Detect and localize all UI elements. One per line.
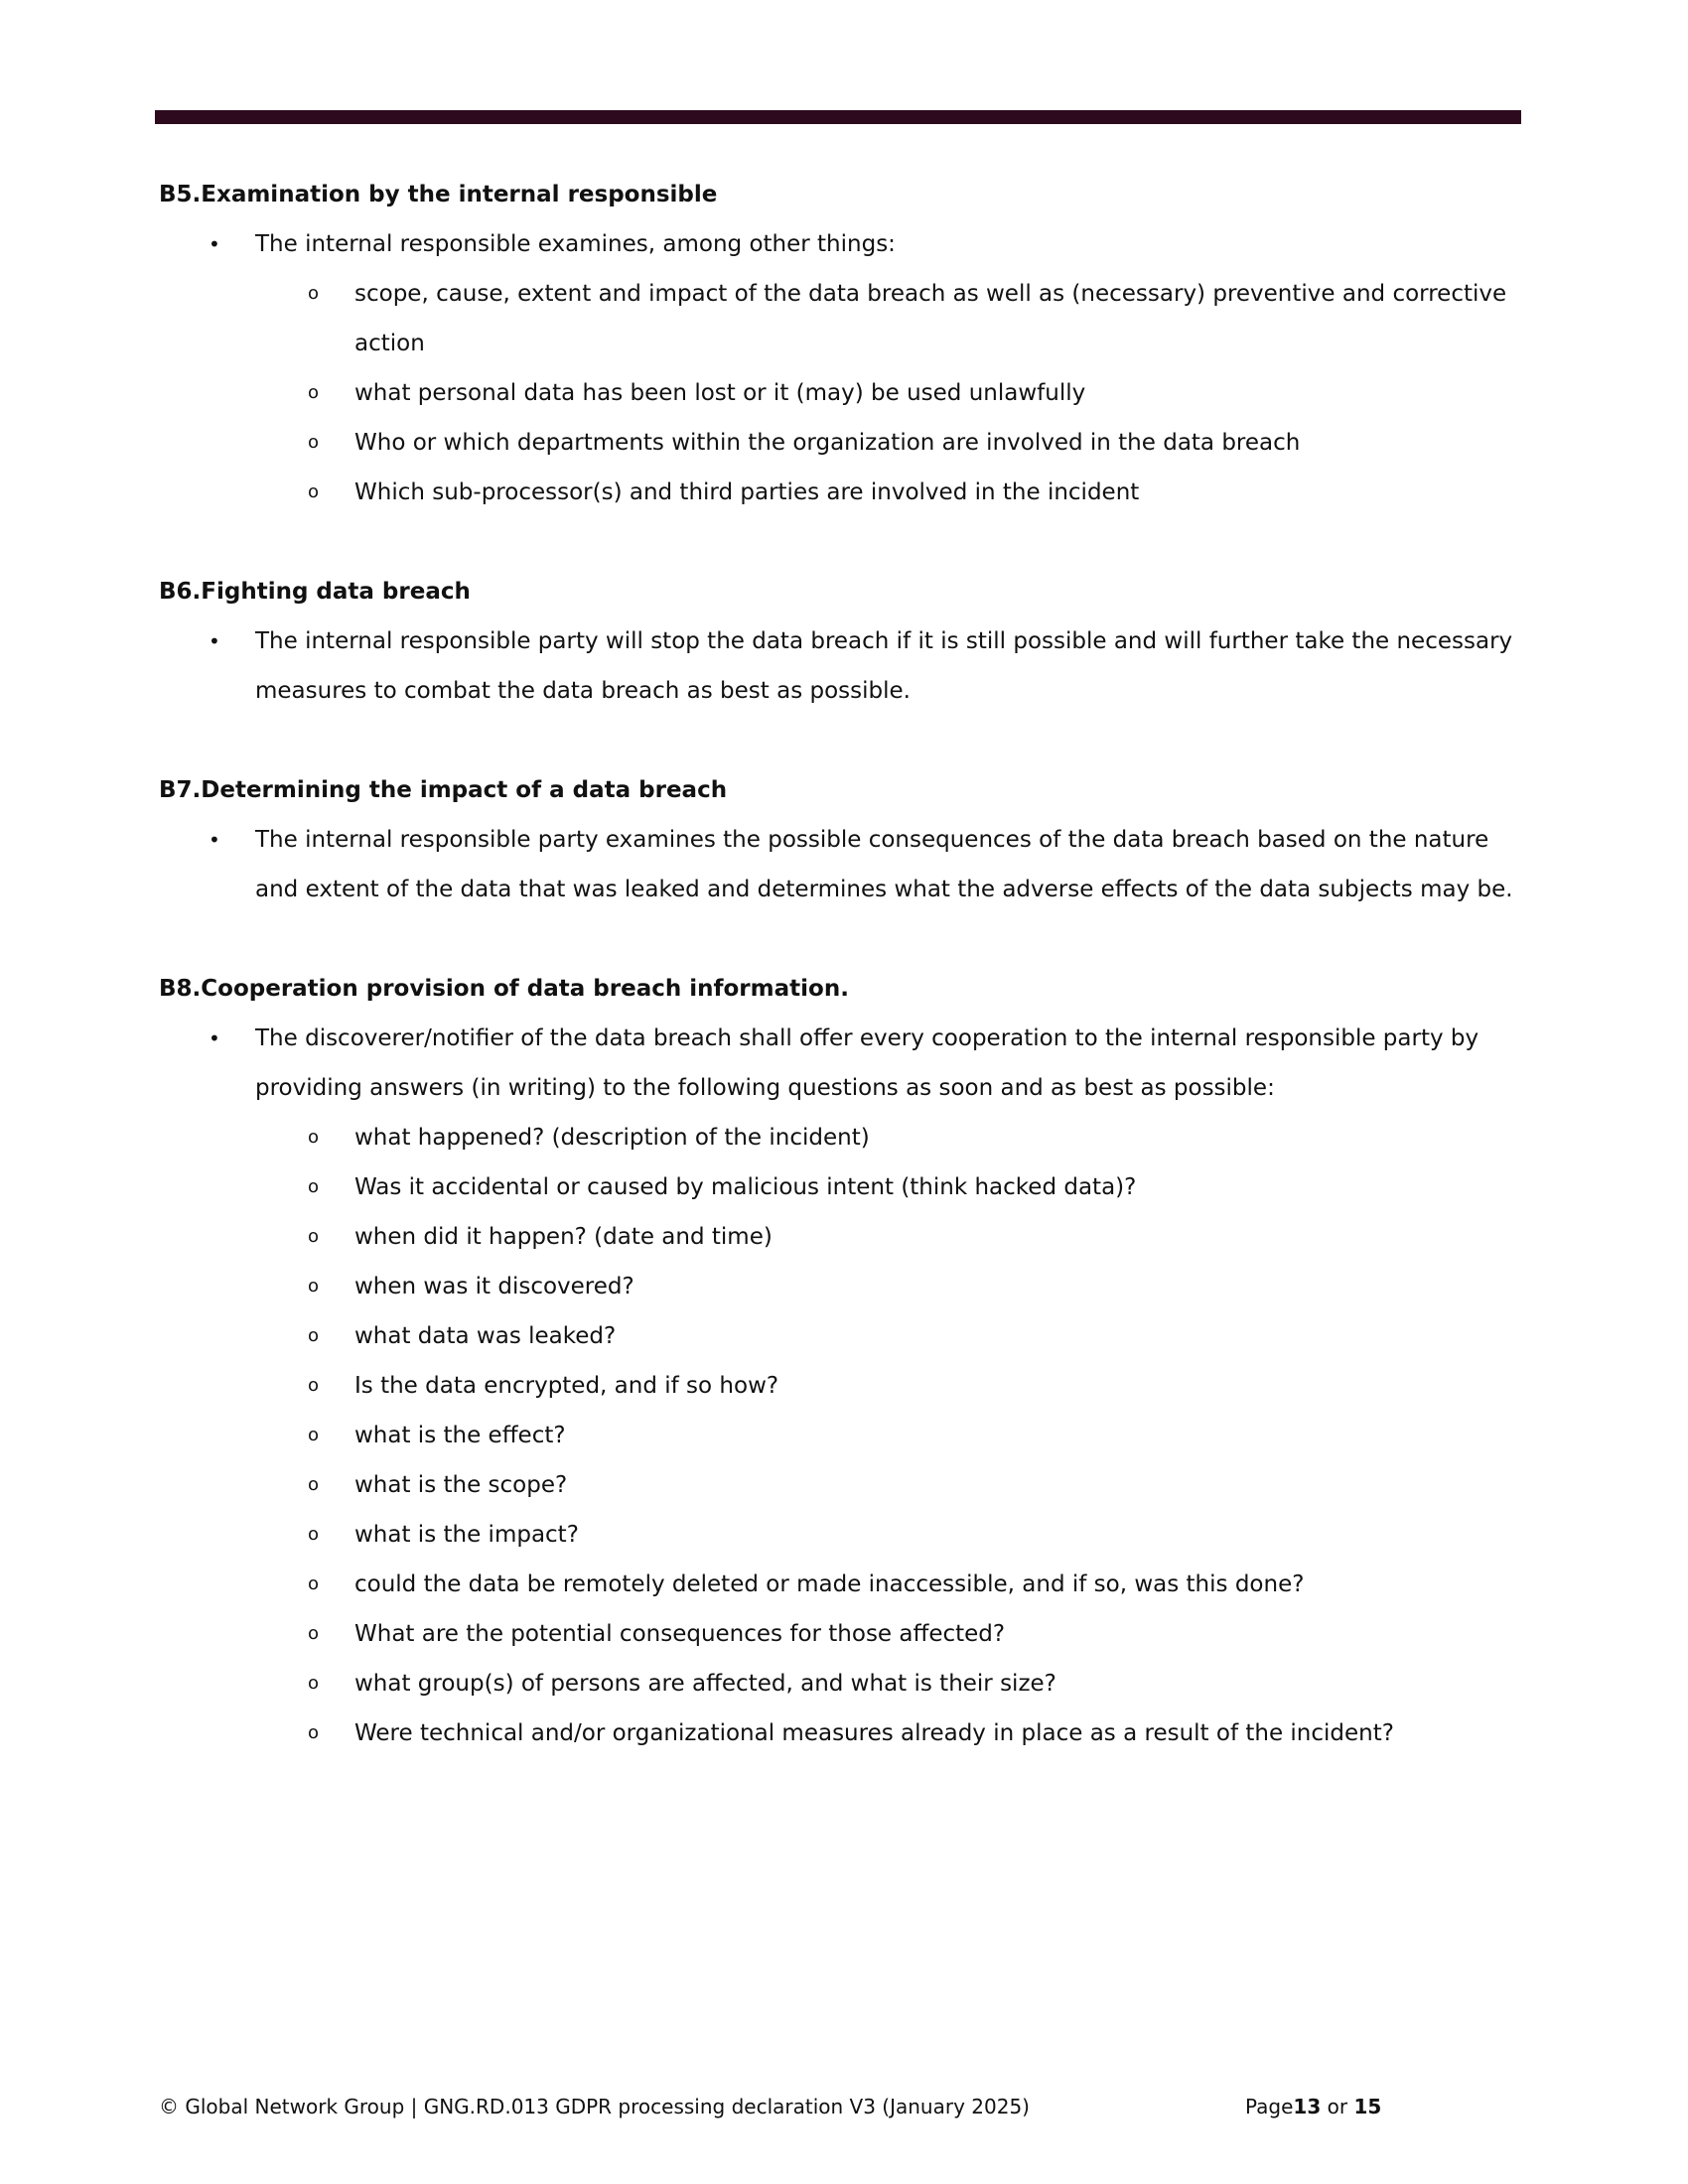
page-number <box>1245 2093 1381 2120</box>
sub-bullet-item <box>159 1609 1529 1659</box>
circle-bullet-icon: o <box>308 481 320 502</box>
sub-bullet-text: what personal data has been lost or it (may) be used unlawfully <box>354 380 1086 406</box>
bullet-item <box>159 616 1529 716</box>
sub-bullet-item <box>159 1460 1529 1510</box>
document-body <box>159 170 1529 1808</box>
sub-bullet-item <box>159 418 1529 468</box>
circle-bullet-icon: o <box>308 1573 320 1594</box>
sub-bullet-text: Were technical and/or organizational measures already in place as a result of the incident? <box>354 1720 1394 1746</box>
page-footer <box>159 2093 1382 2120</box>
sub-bullet-text: what happened? (description of the incident) <box>354 1125 870 1151</box>
sub-bullet-item <box>159 368 1529 418</box>
sub-bullet-item <box>159 1361 1529 1411</box>
sub-bullet-text: Who or which departments within the organization are involved in the data breach <box>354 430 1301 456</box>
section <box>159 567 1529 716</box>
sub-bullet-item <box>159 1708 1529 1758</box>
bullet-list <box>159 815 1529 914</box>
bullet-icon: • <box>209 828 220 852</box>
bullet-icon: • <box>209 629 220 653</box>
sub-bullet-text: what is the scope? <box>354 1472 568 1498</box>
bullet-text: The internal responsible party will stop the data breach if it is still possible and will further take the necessary measures to combat the data breach as best as possible. <box>255 628 1513 704</box>
page-total: 15 <box>1353 2095 1382 2118</box>
bullet-icon: • <box>209 1026 220 1050</box>
page-separator: or <box>1321 2095 1354 2118</box>
section-heading: B7.Determining the impact of a data breach <box>159 777 728 803</box>
sub-bullet-item <box>159 1113 1529 1162</box>
sub-bullet-item <box>159 1262 1529 1311</box>
bullet-item <box>159 219 1529 269</box>
sub-bullet-text: Which sub-processor(s) and third parties are involved in the incident <box>354 479 1140 505</box>
section <box>159 964 1529 1758</box>
page-current: 13 <box>1293 2095 1322 2118</box>
circle-bullet-icon: o <box>308 1325 320 1346</box>
sub-bullet-text: what data was leaked? <box>354 1323 617 1349</box>
bullet-list <box>159 219 1529 517</box>
circle-bullet-icon: o <box>308 432 320 453</box>
sub-bullet-text: when did it happen? (date and time) <box>354 1224 773 1250</box>
section-heading: B8.Cooperation provision of data breach information. <box>159 976 849 1002</box>
circle-bullet-icon: o <box>308 1425 320 1445</box>
bullet-item <box>159 1014 1529 1113</box>
sub-bullet-text: Is the data encrypted, and if so how? <box>354 1373 779 1399</box>
sub-bullet-item <box>159 468 1529 517</box>
circle-bullet-icon: o <box>308 1276 320 1297</box>
circle-bullet-icon: o <box>308 1474 320 1495</box>
page-label: Page <box>1245 2095 1294 2118</box>
circle-bullet-icon: o <box>308 1176 320 1197</box>
section-heading: B6.Fighting data breach <box>159 579 471 605</box>
bullet-text: The discoverer/notifier of the data breach shall offer every cooperation to the internal responsible party by providing answers (in writing) to the following questions as soon and as best as possible: <box>255 1025 1479 1101</box>
bullet-list <box>159 616 1529 716</box>
bullet-text: The internal responsible party examines the possible consequences of the data breach based on the nature and extent of the data that was leaked and determines what the adverse effects of the data subjects may be. <box>255 827 1513 902</box>
circle-bullet-icon: o <box>308 1673 320 1694</box>
circle-bullet-icon: o <box>308 1722 320 1743</box>
circle-bullet-icon: o <box>308 1127 320 1148</box>
bullet-item <box>159 815 1529 914</box>
circle-bullet-icon: o <box>308 1375 320 1396</box>
sub-bullet-item <box>159 269 1529 368</box>
bullet-icon: • <box>209 232 220 256</box>
section <box>159 170 1529 517</box>
sub-bullet-item <box>159 1659 1529 1708</box>
sub-bullet-item <box>159 1560 1529 1609</box>
sub-bullet-text: what group(s) of persons are affected, and what is their size? <box>354 1671 1056 1697</box>
circle-bullet-icon: o <box>308 1226 320 1247</box>
sub-bullet-text: what is the impact? <box>354 1522 579 1548</box>
sub-bullet-text: when was it discovered? <box>354 1274 634 1299</box>
circle-bullet-icon: o <box>308 1524 320 1545</box>
sub-bullet-text: what is the effect? <box>354 1423 566 1448</box>
sub-bullet-text: What are the potential consequences for those affected? <box>354 1621 1006 1647</box>
header-bar <box>155 110 1521 124</box>
sub-bullet-text: Was it accidental or caused by malicious intent (think hacked data)? <box>354 1174 1137 1200</box>
circle-bullet-icon: o <box>308 382 320 403</box>
circle-bullet-icon: o <box>308 1623 320 1644</box>
section <box>159 765 1529 914</box>
sub-bullet-item <box>159 1212 1529 1262</box>
sub-bullet-item <box>159 1311 1529 1361</box>
sub-bullet-text: could the data be remotely deleted or made inaccessible, and if so, was this done? <box>354 1571 1305 1597</box>
sub-bullet-item <box>159 1162 1529 1212</box>
circle-bullet-icon: o <box>308 283 320 304</box>
sub-bullet-item <box>159 1411 1529 1460</box>
footer-copyright: © Global Network Group | GNG.RD.013 GDPR processing declaration V3 (January 2025) <box>159 2095 1030 2118</box>
bullet-list <box>159 1014 1529 1758</box>
bullet-text: The internal responsible examines, among other things: <box>255 231 896 257</box>
sub-bullet-text: scope, cause, extent and impact of the data breach as well as (necessary) preventive and corrective action <box>354 281 1507 356</box>
section-heading: B5.Examination by the internal responsible <box>159 182 718 207</box>
sub-bullet-item <box>159 1510 1529 1560</box>
